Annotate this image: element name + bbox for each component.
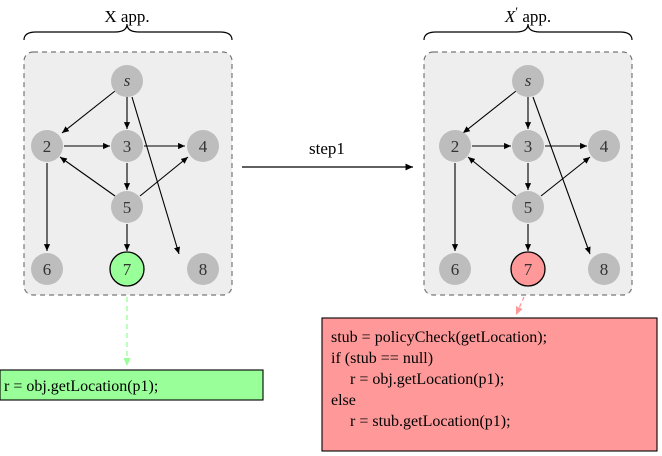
svg-text:7: 7 [122,260,132,279]
svg-text:8: 8 [198,260,208,279]
svg-text:2: 2 [42,137,52,156]
left-node-2 [31,130,63,162]
right-brace [424,24,632,40]
svg-text:5: 5 [122,198,132,217]
right-code-line-5: r = stub.getLocation(p1); [350,413,511,430]
svg-text:8: 8 [599,260,609,279]
right-node-3 [512,130,544,162]
right-node-7 [511,252,545,286]
transition [242,139,413,167]
right-code-line-1: stub = policyCheck(getLocation); [331,329,548,346]
right-code-line-2: if (stub == null) [331,350,434,367]
svg-text:3: 3 [122,137,132,156]
left-node-s [111,65,143,97]
svg-text:5: 5 [523,198,533,217]
left-node-8 [187,253,219,285]
svg-text:4: 4 [198,137,208,156]
left-app-title: X app. [104,7,150,26]
svg-text:4: 4 [599,137,609,156]
left-node-3 [111,130,143,162]
right-node-s [512,65,544,97]
right-app-group [322,4,657,451]
svg-text:6: 6 [450,260,460,279]
left-node-5 [111,191,143,223]
step1-label: step1 [309,139,345,158]
svg-text:s: s [123,71,131,90]
right-node-5 [512,191,544,223]
right-node-2 [439,130,471,162]
left-node-4 [187,130,219,162]
svg-text:6: 6 [42,260,52,279]
left-node-7 [110,252,144,286]
svg-text:3: 3 [523,137,533,156]
svg-text:2: 2 [450,137,460,156]
right-node-6 [439,253,471,285]
right-node-4 [588,130,620,162]
left-app-group [0,7,263,400]
left-brace [24,24,232,40]
left-code-line-1: r = obj.getLocation(p1); [4,378,159,395]
right-app-title: X′ app. [504,4,552,26]
svg-text:s: s [524,71,532,90]
left-code-box [0,370,263,400]
right-code-line-3: r = obj.getLocation(p1); [350,371,505,388]
right-code-line-4: else [331,392,356,409]
right-code-connector [516,297,524,315]
svg-text:7: 7 [523,260,533,279]
right-node-8 [588,253,620,285]
left-node-6 [31,253,63,285]
right-code-box [322,318,657,451]
